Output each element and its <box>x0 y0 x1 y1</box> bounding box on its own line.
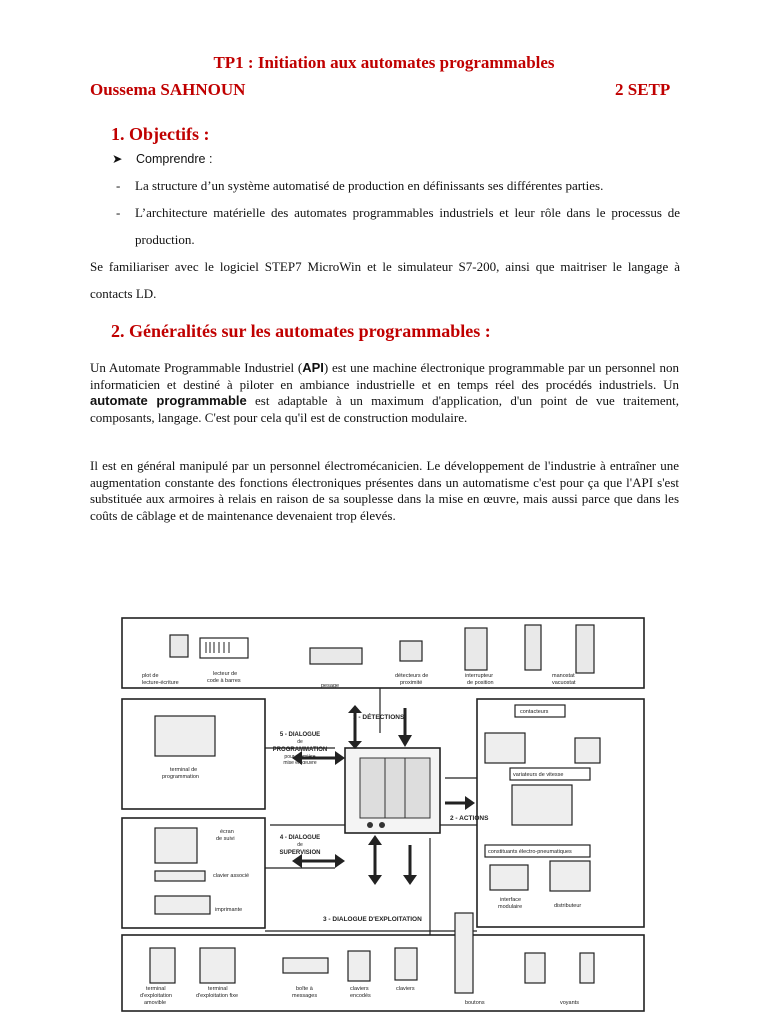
proximity-sensor-icon <box>400 641 422 661</box>
label-plot-b: lecture-écriture <box>142 680 179 686</box>
label-supervision-b: de <box>297 842 303 848</box>
paragraph-api-definition <box>90 360 679 426</box>
objectives-paragraph: Se familiariser avec le logiciel STEP7 MicroWin et le simulateur S7-200, ainsi que maitriser le langage à contacts LD. <box>90 259 680 301</box>
fixed-terminal-icon <box>200 948 235 983</box>
label-pesage: pesage <box>321 683 340 689</box>
push-button-icon <box>525 953 545 983</box>
label-claviers: claviers <box>396 986 415 992</box>
label-prog-b: de <box>297 739 303 745</box>
label-terminal-prog-a: terminal de <box>170 767 198 773</box>
rfid-plot-icon <box>170 635 188 657</box>
scale-icon <box>310 648 362 664</box>
bold-term-api: API <box>302 360 324 375</box>
programming-terminal-icon <box>155 716 215 756</box>
label-claviers-enc-b: encodés <box>350 993 371 999</box>
label-actions: 2 - ACTIONS <box>450 815 489 822</box>
label-constituants: constituants électro-pneumatiques <box>488 849 572 855</box>
contactor-icon <box>575 738 600 763</box>
label-boite-a: boîte à <box>296 986 313 992</box>
label-imprimante: imprimante <box>215 907 243 913</box>
plc-architecture-diagram <box>120 613 648 1013</box>
label-lecteur-b: code à barres <box>207 678 241 684</box>
label-term-fixe-b: d'exploitation fixe <box>196 993 239 999</box>
list-dash: - <box>116 205 121 220</box>
position-switch-icon <box>525 625 541 670</box>
class-label: 2 SETP <box>615 80 671 99</box>
contactor-icon <box>485 733 525 763</box>
label-prog-c: PROGRAMMATION <box>272 747 328 753</box>
label-term-fixe-a: terminal <box>208 986 228 992</box>
label-supervision-c: SUPERVISION <box>279 850 321 856</box>
valve-icon <box>550 861 590 891</box>
label-clavier-associe: clavier associé <box>213 873 250 879</box>
plc-unit-icon <box>345 748 440 833</box>
author-name: Oussema SAHNOUN <box>90 80 246 99</box>
keypad-icon <box>395 948 417 980</box>
section-heading-generalites: 2. Généralités sur les automates programmables : <box>111 321 491 341</box>
section-heading-objectifs: 1. Objectifs : <box>111 124 210 144</box>
label-interrupteur-b: de position <box>467 680 494 686</box>
label-manostat-b: vacuostat <box>552 680 576 686</box>
list-item: L’architecture matérielle des automates programmables industriels et leur rôle dans le processus de production. <box>135 205 680 247</box>
label-plot-a: plot de <box>142 673 159 679</box>
label-boite-b: messages <box>292 993 318 999</box>
label-variateurs: variateurs de vitesse <box>513 772 564 778</box>
printer-icon <box>155 896 210 914</box>
paragraph-api-history: Il est en général manipulé par un personnel électromécanicien. Le développement de l'industrie à entraîner une augmentation constante des fonctions électroniques présentes dans un automatisme c'est pour ça que l'API s'est substituée aux armoires à relais en raison de sa souplesse dans la mise en œuvre, mais aussi parce que dans les coûts de câblage et de maintenance devenaient trop élevés. <box>90 458 679 523</box>
modular-interface-icon <box>490 865 528 890</box>
pressure-switch-icon <box>576 625 594 673</box>
bullet-label: Comprendre : <box>136 152 213 166</box>
label-prog-d: pour première <box>284 754 316 760</box>
label-supervision-a: 4 - DIALOGUE <box>279 835 321 841</box>
label-manostat-a: manostat <box>552 673 575 679</box>
label-interface-a: interface <box>500 897 522 903</box>
label-detections: 1 - DÉTECTIONS <box>353 714 405 721</box>
label-boutons: boutons <box>465 1000 485 1006</box>
label-lecteur-a: lecteur de <box>213 671 238 677</box>
label-ecran-b: de suivi <box>216 836 235 842</box>
label-term-amov-b: d'exploitation <box>140 993 172 999</box>
keyboard-icon <box>155 871 205 881</box>
label-contacteurs: contacteurs <box>520 709 549 715</box>
label-detecteurs-a: détecteurs de <box>395 673 429 679</box>
arrow-bullet-icon: ➤ <box>112 152 123 166</box>
text-run: ) est une machine électronique programmable par un personnel non informaticien et destiné à piloter en ambiance industrielle et en temps réel des procédés industriels. Un <box>90 360 680 392</box>
label-interface-b: modulaire <box>498 904 523 910</box>
proximity-sensor-icon <box>465 628 487 670</box>
indicator-light-icon <box>580 953 594 983</box>
document-title: TP1 : Initiation aux automates programmables <box>213 53 555 72</box>
label-exploitation: 3 - DIALOGUE D'EXPLOITATION <box>323 916 422 923</box>
label-detecteurs-b: proximité <box>400 680 423 686</box>
label-claviers-enc-a: claviers <box>350 986 369 992</box>
label-interrupteur-a: interrupteur <box>465 673 494 679</box>
message-box-icon <box>283 958 328 973</box>
bold-term-automate: automate programmable <box>90 393 247 408</box>
label-prog-a: 5 - DIALOGUE <box>279 732 321 738</box>
label-prog-e: mise en œuvre <box>283 760 317 766</box>
label-distributeur: distributeur <box>554 903 582 909</box>
text-run: est adaptable à un maximum d'application, d'un point de vue traitement, composants, langage. C'est pour cela qu'il est de construction modulaire. <box>90 393 680 425</box>
list-dash: - <box>116 178 121 193</box>
label-voyants: voyants <box>560 1000 579 1006</box>
encoded-keypad-icon <box>348 951 370 981</box>
label-term-amov-a: terminal <box>146 986 166 992</box>
text-run: Un Automate Programmable Industriel ( <box>90 360 303 375</box>
list-item: La structure d’un système automatisé de production en définissants ses différentes parties. <box>135 178 604 193</box>
label-term-amov-c: amovible <box>144 1000 167 1006</box>
pendant-icon <box>455 913 473 993</box>
monitor-icon <box>155 828 197 863</box>
label-terminal-prog-b: programmation <box>162 774 199 780</box>
label-ecran-a: écran <box>220 829 234 835</box>
variable-speed-drive-icon <box>512 785 572 825</box>
portable-terminal-icon <box>150 948 175 983</box>
